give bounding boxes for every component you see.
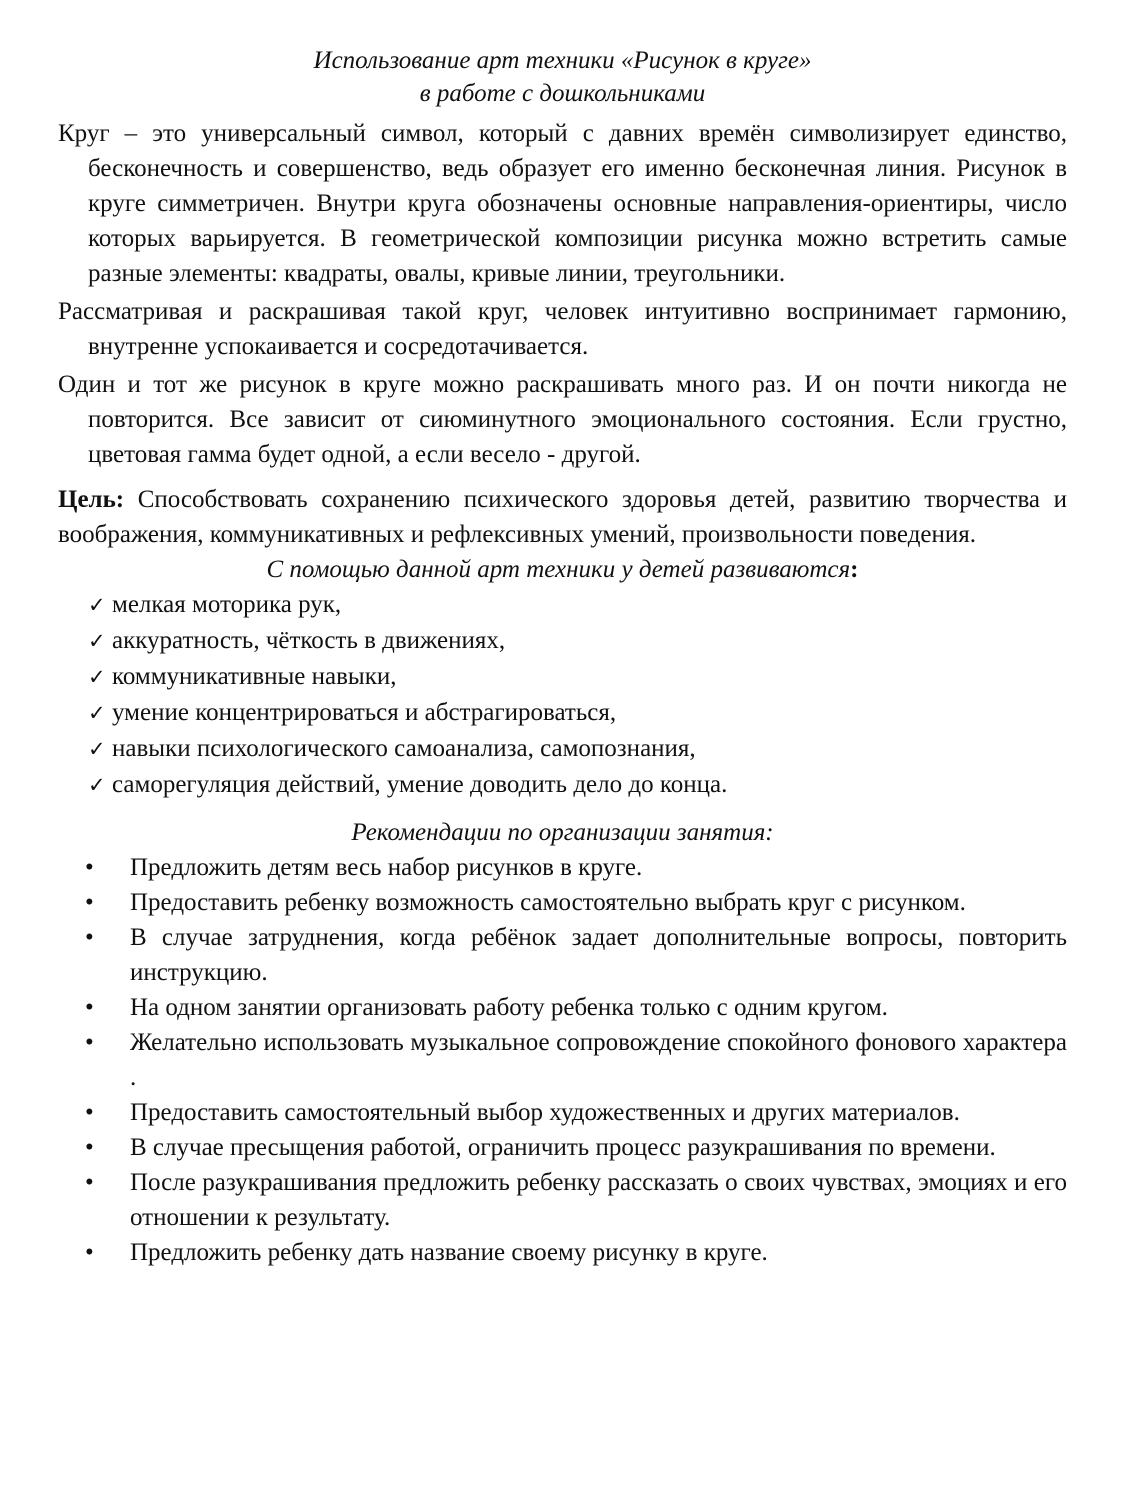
recommendation-item xyxy=(58,850,1067,885)
goal-text: Способствовать сохранению психического здоровья детей, развитию творчества и воображения, коммуникативных и рефлексивных умений, произвольности поведения. xyxy=(58,486,1067,548)
recommendation-item xyxy=(58,1025,1067,1095)
skill-text: саморегуляция действий, умение доводить дело до конца. xyxy=(112,771,728,798)
skill-text: аккуратность, чёткость в движениях, xyxy=(112,627,506,654)
bullet-icon: • xyxy=(85,1239,94,1266)
skills-heading-colon: : xyxy=(850,556,859,583)
checkmark-icon: ✓ xyxy=(88,629,106,653)
skills-list-item xyxy=(88,659,1067,695)
bullet-icon: • xyxy=(85,889,94,916)
title-line-2: в работе с дошкольниками xyxy=(419,80,706,107)
document-page xyxy=(58,44,1067,1270)
checkmark-icon: ✓ xyxy=(88,701,106,725)
skills-heading-text: С помощью данной арт техники у детей развиваются xyxy=(266,556,851,583)
skills-list-item xyxy=(88,731,1067,767)
skills-list-item xyxy=(88,587,1067,623)
intro-paragraph-1: Круг – это универсальный символ, который с давних времён символизирует единство, бесконечность и совершенство, ведь образует его именно бесконечная линия. Рисунок в круге симметричен. Внутри круга обозначены основные направления-ориентиры, число которых варьируется. В геометрической композиции рисунка можно встретить самые разные элементы: квадраты, овалы, кривые линии, треугольники. xyxy=(58,120,1067,287)
recommendation-item xyxy=(58,920,1067,990)
recommendation-item xyxy=(58,1130,1067,1165)
recommendation-text: Желательно использовать музыкальное сопровождение спокойного фонового характера . xyxy=(130,1029,1067,1091)
bullet-icon: • xyxy=(85,1134,94,1161)
checkmark-icon: ✓ xyxy=(88,773,106,797)
checkmark-icon: ✓ xyxy=(88,665,106,689)
bullet-icon: • xyxy=(85,1169,94,1196)
intro-paragraph-3: Один и тот же рисунок в круге можно раскрашивать много раз. И он почти никогда не повторится. Все зависит от сиюминутного эмоционального состояния. Если грустно, цветовая гамма будет одной, а если весело - другой. xyxy=(58,371,1067,468)
document-title xyxy=(58,44,1067,110)
bullet-icon: • xyxy=(85,994,94,1021)
bullet-icon: • xyxy=(85,1099,94,1126)
recommendation-item xyxy=(58,1095,1067,1130)
bullet-icon: • xyxy=(85,1029,94,1056)
skills-list-item xyxy=(88,695,1067,731)
recommendation-text: Предоставить ребенку возможность самостоятельно выбрать круг с рисунком. xyxy=(130,889,966,916)
skills-list-item xyxy=(88,623,1067,659)
skill-text: умение концентрироваться и абстрагироваться, xyxy=(112,699,617,726)
skills-list xyxy=(58,587,1067,803)
recommendation-text: Предложить детям весь набор рисунков в круге. xyxy=(130,854,643,881)
skill-text: коммуникативные навыки, xyxy=(112,663,397,690)
goal-paragraph xyxy=(58,482,1067,552)
recommendations-list xyxy=(58,850,1067,1270)
recommendation-item xyxy=(58,990,1067,1025)
checkmark-icon: ✓ xyxy=(88,737,106,761)
recommendation-text: После разукрашивания предложить ребенку рассказать о своих чувствах, эмоциях и его отношении к результату. xyxy=(130,1169,1067,1231)
title-line-1: Использование арт техники «Рисунок в круге» xyxy=(313,47,812,74)
recommendation-text: На одном занятии организовать работу ребенка только с одним кругом. xyxy=(130,994,888,1021)
checkmark-icon: ✓ xyxy=(88,593,106,617)
recommendation-item xyxy=(58,885,1067,920)
skills-list-item xyxy=(88,767,1067,803)
recommendation-text: Предложить ребенку дать название своему рисунку в круге. xyxy=(130,1239,768,1266)
goal-label: Цель: xyxy=(58,486,125,513)
bullet-icon: • xyxy=(85,924,94,951)
recommendation-text: В случае затруднения, когда ребёнок задает дополнительные вопросы, повторить инструкцию. xyxy=(130,924,1067,986)
skill-text: мелкая моторика рук, xyxy=(112,591,342,618)
recommendation-text: В случае пресыщения работой, ограничить процесс разукрашивания по времени. xyxy=(130,1134,996,1161)
recommendation-text: Предоставить самостоятельный выбор художественных и других материалов. xyxy=(130,1099,960,1126)
recommendation-item xyxy=(58,1235,1067,1270)
skills-heading xyxy=(58,552,1067,587)
skill-text: навыки психологического самоанализа, самопознания, xyxy=(112,735,696,762)
recommendation-item xyxy=(58,1165,1067,1235)
recommendations-heading: Рекомендации по организации занятия: xyxy=(351,819,774,846)
intro-paragraph-2: Рассматривая и раскрашивая такой круг, человек интуитивно воспринимает гармонию, внутренне успокаивается и сосредотачивается. xyxy=(58,298,1067,360)
bullet-icon: • xyxy=(85,854,94,881)
